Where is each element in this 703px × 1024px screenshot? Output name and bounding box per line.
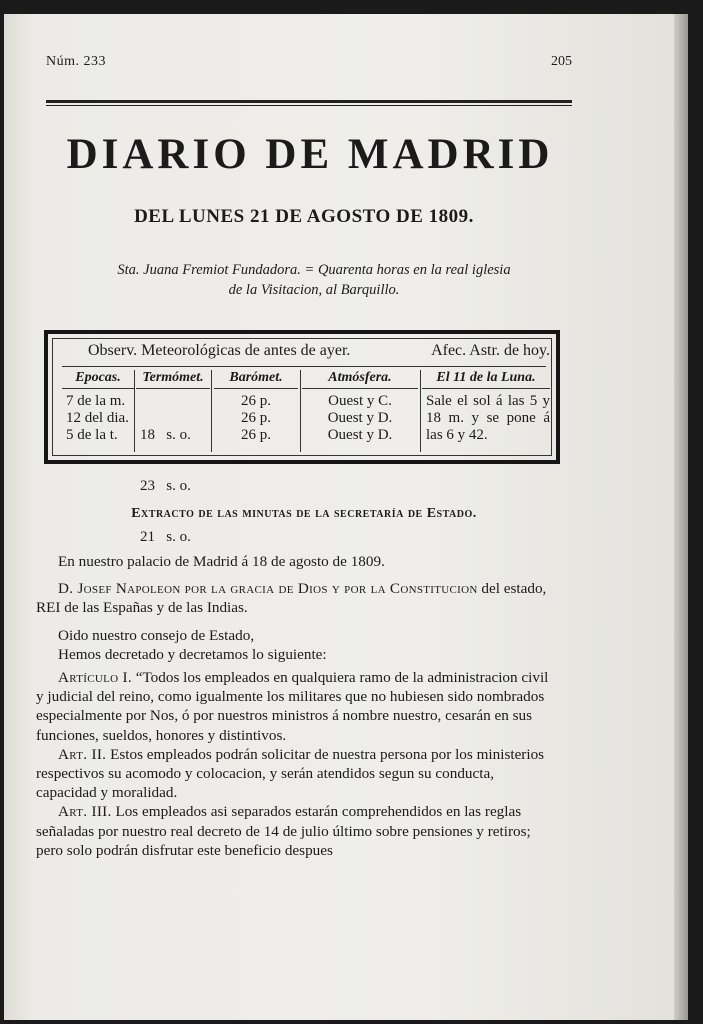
- king-title-rest: del estado, REI de las Españas y de las Indias.: [36, 580, 547, 617]
- table-cell: 23 s. o.: [140, 478, 191, 494]
- page-number: 205: [551, 54, 572, 69]
- column-termometro: [136, 370, 210, 580]
- table-cell: 7 de la m.: [66, 393, 126, 409]
- column-divider: [420, 370, 421, 452]
- column-divider: [134, 370, 135, 452]
- table-cell: Ouest y D.: [327, 410, 393, 426]
- table-cell: 26 p.: [241, 427, 271, 443]
- table-cell: 12 del dia.: [66, 410, 129, 426]
- column-header: Atmósfera.: [302, 370, 418, 389]
- column-header: El 11 de la Luna.: [422, 370, 550, 389]
- article-label: Art. III.: [58, 803, 112, 821]
- weather-heading-left: Observ. Meteorológicas de antes de ayer.: [88, 342, 351, 359]
- moon-note: Sale el sol á las 5 y 18 m. y se pone á las 6 y 42.: [426, 393, 550, 443]
- table-cell: 18 s. o.: [140, 427, 191, 443]
- section-title: Extracto de las minutas de la secretaría de Estado.: [131, 506, 477, 521]
- column-divider: [300, 370, 301, 452]
- table-cell: 21 s. o.: [140, 529, 191, 545]
- article-2: [36, 745, 558, 803]
- page-edge: [674, 14, 688, 1020]
- article-body: [36, 552, 558, 860]
- table-cell: Ouest y D.: [327, 427, 393, 443]
- article-label: Artículo I.: [58, 669, 132, 687]
- column-luna: [422, 370, 550, 444]
- dateline: DEL LUNES 21 DE AGOSTO DE 1809.: [134, 206, 474, 227]
- weather-heading-rule: [62, 366, 546, 367]
- paragraph: Hemos decretado y decretamos lo siguiente:: [58, 645, 327, 663]
- column-epocas: [62, 370, 134, 444]
- article-3: [36, 802, 558, 860]
- king-title: D. Josef Napoleon por la gracia de Dios y por la Constitucion: [58, 580, 478, 598]
- masthead-title: DIARIO DE MADRID: [66, 131, 554, 178]
- paragraph: [36, 579, 558, 617]
- weather-heading-right: Afec. Astr. de hoy.: [431, 342, 550, 359]
- issue-number: Núm. 233: [46, 54, 106, 69]
- column-atmosfera: [302, 370, 418, 444]
- column-divider: [211, 370, 212, 452]
- column-header: Epocas.: [62, 370, 134, 389]
- table-cell: 5 de la t.: [66, 427, 118, 443]
- column-barometro: [214, 370, 298, 444]
- article-1: [36, 668, 558, 745]
- column-header: Barómet.: [214, 370, 298, 389]
- article-text: Los empleados asi separados estarán comprehendidos en las reglas señaladas por nuestro real decreto de 14 de julio último sobre pensiones y retiros; pero solo podrán disfrutar este beneficio despues: [36, 803, 531, 859]
- header-rule: [46, 100, 572, 103]
- table-cell: 26 p.: [241, 410, 271, 426]
- table-cell: Ouest y C.: [328, 393, 392, 409]
- table-cell: 26 p.: [241, 393, 271, 409]
- column-header: Termómet.: [136, 370, 210, 389]
- paragraph: Oido nuestro consejo de Estado,: [58, 626, 255, 644]
- article-label: Art. II.: [58, 745, 107, 763]
- saints-line-1: Sta. Juana Fremiot Fundadora. = Quarenta horas en la real iglesia: [117, 262, 511, 278]
- paragraph: En nuestro palacio de Madrid á 18 de agosto de 1809.: [58, 553, 385, 570]
- page-header: [46, 54, 572, 74]
- saints-of-the-day: [64, 260, 564, 300]
- article-text: “Todos los empleados en qualquiera ramo de la administracion civil y judicial del reino, como igualmente los militares que no hubiesen sido nombrados especialmente por Nos, ó por nuestros ministros á nombre nuestro, cesarán en sus funciones, sueldos, honores y distintivos.: [36, 669, 549, 744]
- header-rule-thin: [46, 105, 572, 106]
- article-text: Estos empleados podrán solicitar de nuestra persona por los ministerios respectivos su acomodo y colocacion, y serán atendidos segun su conducta, capacidad y moralidad.: [36, 745, 545, 802]
- saints-line-2: de la Visitacion, al Barquillo.: [228, 282, 400, 298]
- newspaper-page: [4, 14, 688, 1020]
